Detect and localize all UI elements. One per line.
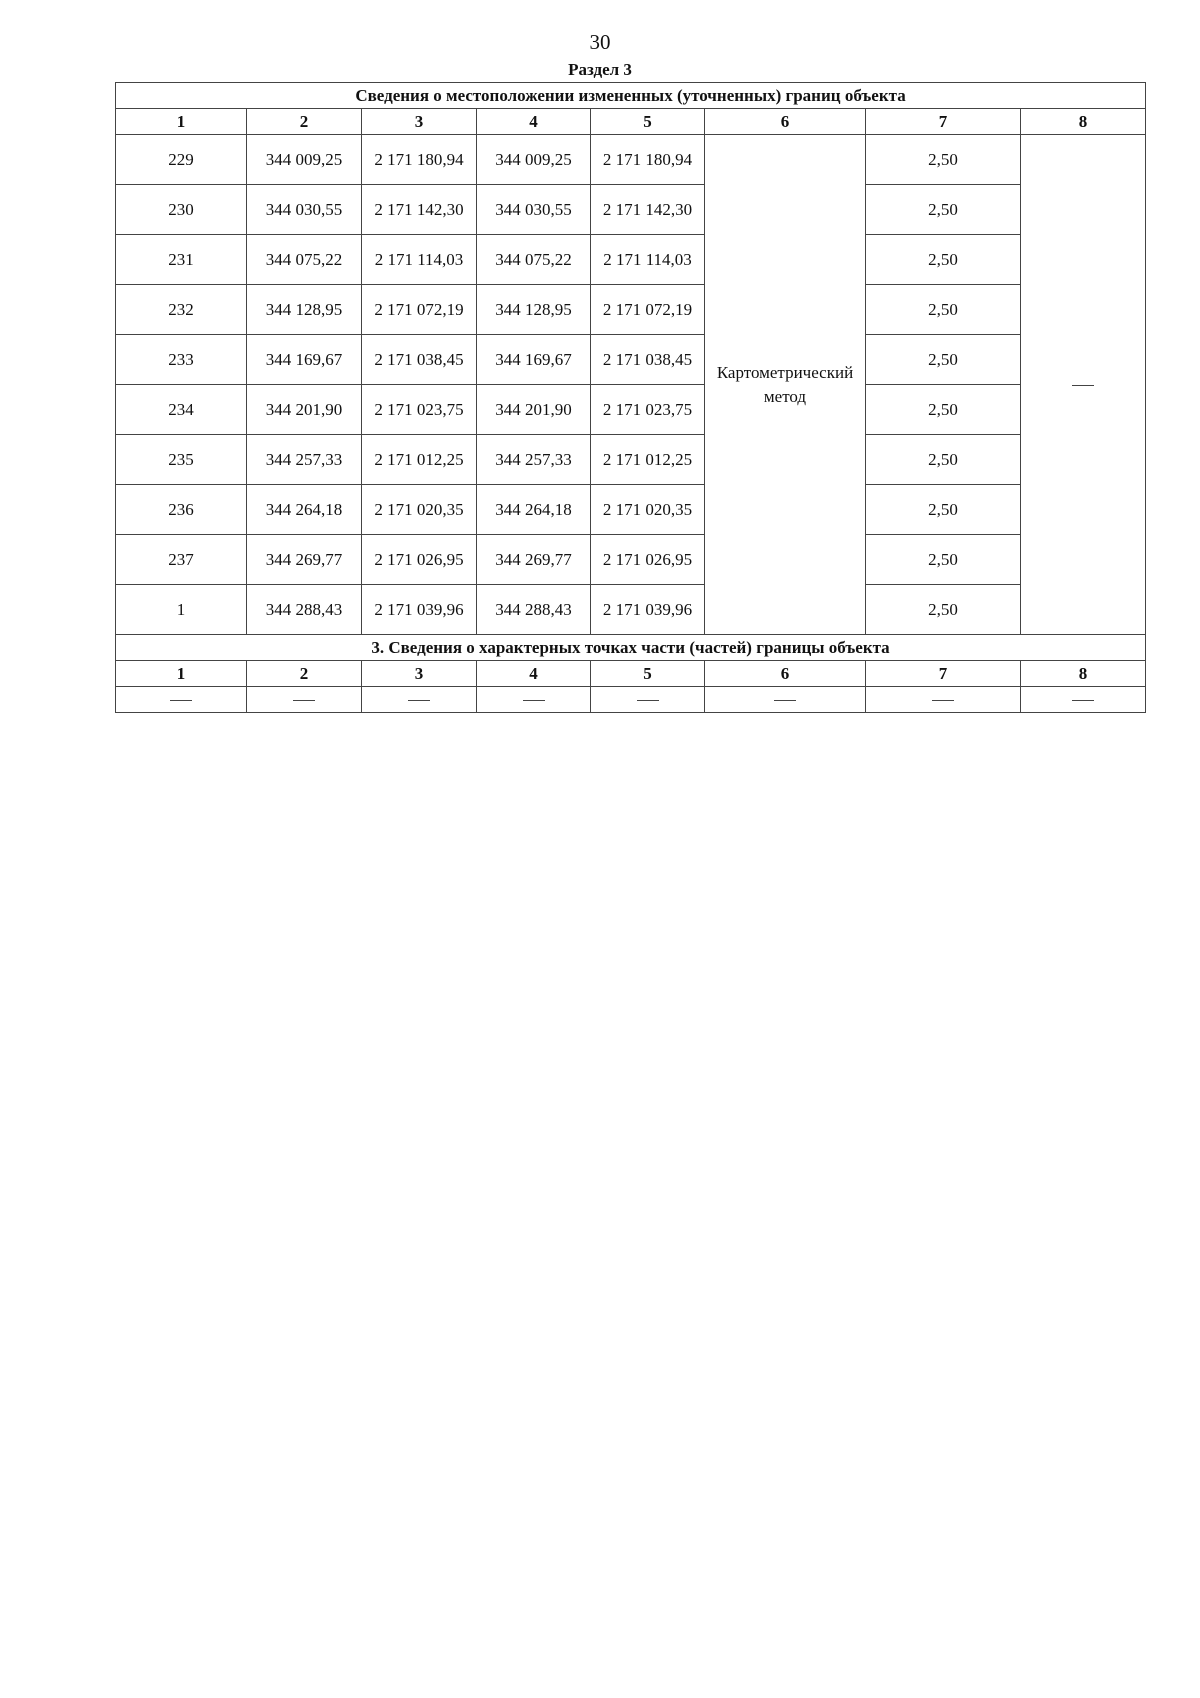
column-number: 5 xyxy=(591,109,705,135)
accuracy: 2,50 xyxy=(866,185,1021,235)
existing-x: 344 288,43 xyxy=(247,585,362,635)
empty-cell xyxy=(362,687,477,713)
dash-mark xyxy=(637,700,659,701)
refined-y: 2 171 142,30 xyxy=(591,185,705,235)
point-number: 233 xyxy=(116,335,247,385)
existing-x: 344 269,77 xyxy=(247,535,362,585)
existing-y: 2 171 114,03 xyxy=(362,235,477,285)
refined-x: 344 257,33 xyxy=(477,435,591,485)
column-number: 7 xyxy=(866,661,1021,687)
table-row xyxy=(116,335,1146,385)
existing-x: 344 264,18 xyxy=(247,485,362,535)
refined-x: 344 288,43 xyxy=(477,585,591,635)
dash-mark xyxy=(932,700,954,701)
column-number: 4 xyxy=(477,109,591,135)
refined-x: 344 269,77 xyxy=(477,535,591,585)
empty-cell xyxy=(247,687,362,713)
empty-cell xyxy=(705,687,866,713)
table-row xyxy=(116,285,1146,335)
refined-x: 344 201,90 xyxy=(477,385,591,435)
column-number: 5 xyxy=(591,661,705,687)
dash-mark xyxy=(408,700,430,701)
existing-y: 2 171 180,94 xyxy=(362,135,477,185)
table-heading: Сведения о местоположении измененных (уточненных) границ объекта xyxy=(116,83,1146,109)
existing-y: 2 171 012,25 xyxy=(362,435,477,485)
column-number: 1 xyxy=(116,109,247,135)
table2-empty-row xyxy=(116,687,1146,713)
column-number: 4 xyxy=(477,661,591,687)
refined-y: 2 171 023,75 xyxy=(591,385,705,435)
table-row xyxy=(116,435,1146,485)
table-row xyxy=(116,135,1146,185)
column-number: 8 xyxy=(1021,661,1146,687)
empty-cell xyxy=(1021,687,1146,713)
accuracy: 2,50 xyxy=(866,335,1021,385)
empty-cell xyxy=(591,687,705,713)
existing-x: 344 030,55 xyxy=(247,185,362,235)
description-cell xyxy=(1021,135,1146,635)
column-number: 6 xyxy=(705,109,866,135)
point-number: 236 xyxy=(116,485,247,535)
dash-mark xyxy=(170,700,192,701)
point-number: 230 xyxy=(116,185,247,235)
refined-y: 2 171 038,45 xyxy=(591,335,705,385)
accuracy: 2,50 xyxy=(866,135,1021,185)
column-number: 2 xyxy=(247,661,362,687)
refined-x: 344 075,22 xyxy=(477,235,591,285)
point-number: 1 xyxy=(116,585,247,635)
column-number: 1 xyxy=(116,661,247,687)
boundary-table xyxy=(115,82,1146,713)
table-row xyxy=(116,585,1146,635)
accuracy: 2,50 xyxy=(866,485,1021,535)
refined-y: 2 171 020,35 xyxy=(591,485,705,535)
existing-y: 2 171 142,30 xyxy=(362,185,477,235)
existing-x: 344 201,90 xyxy=(247,385,362,435)
column-number: 7 xyxy=(866,109,1021,135)
column-number: 6 xyxy=(705,661,866,687)
refined-y: 2 171 072,19 xyxy=(591,285,705,335)
refined-y: 2 171 114,03 xyxy=(591,235,705,285)
empty-cell xyxy=(116,687,247,713)
refined-x: 344 169,67 xyxy=(477,335,591,385)
existing-x: 344 075,22 xyxy=(247,235,362,285)
refined-y: 2 171 180,94 xyxy=(591,135,705,185)
existing-y: 2 171 020,35 xyxy=(362,485,477,535)
table-heading-row xyxy=(116,83,1146,109)
existing-y: 2 171 026,95 xyxy=(362,535,477,585)
point-number: 231 xyxy=(116,235,247,285)
table2-column-number-row xyxy=(116,661,1146,687)
table2-heading: 3. Сведения о характерных точках части (частей) границы объекта xyxy=(116,635,1146,661)
refined-x: 344 128,95 xyxy=(477,285,591,335)
section-title: Раздел 3 xyxy=(568,60,632,79)
existing-y: 2 171 039,96 xyxy=(362,585,477,635)
accuracy: 2,50 xyxy=(866,285,1021,335)
empty-cell xyxy=(866,687,1021,713)
column-number: 3 xyxy=(362,661,477,687)
refined-x: 344 264,18 xyxy=(477,485,591,535)
existing-x: 344 009,25 xyxy=(247,135,362,185)
refined-x: 344 009,25 xyxy=(477,135,591,185)
refined-y: 2 171 039,96 xyxy=(591,585,705,635)
point-number: 232 xyxy=(116,285,247,335)
table-row xyxy=(116,235,1146,285)
table-row xyxy=(116,485,1146,535)
existing-x: 344 257,33 xyxy=(247,435,362,485)
refined-y: 2 171 026,95 xyxy=(591,535,705,585)
table-row xyxy=(116,385,1146,435)
accuracy: 2,50 xyxy=(866,385,1021,435)
refined-x: 344 030,55 xyxy=(477,185,591,235)
dash-mark xyxy=(774,700,796,701)
dash-mark xyxy=(1072,385,1094,386)
existing-y: 2 171 072,19 xyxy=(362,285,477,335)
existing-y: 2 171 023,75 xyxy=(362,385,477,435)
refined-y: 2 171 012,25 xyxy=(591,435,705,485)
point-number: 234 xyxy=(116,385,247,435)
column-number: 2 xyxy=(247,109,362,135)
accuracy: 2,50 xyxy=(866,535,1021,585)
method-cell: Картометрический метод xyxy=(705,135,866,635)
existing-x: 344 169,67 xyxy=(247,335,362,385)
point-number: 229 xyxy=(116,135,247,185)
point-number: 237 xyxy=(116,535,247,585)
table-row xyxy=(116,535,1146,585)
dash-mark xyxy=(523,700,545,701)
dash-mark xyxy=(293,700,315,701)
page-number: 30 xyxy=(589,30,611,54)
empty-cell xyxy=(477,687,591,713)
table2-heading-row xyxy=(116,635,1146,661)
column-number: 8 xyxy=(1021,109,1146,135)
accuracy: 2,50 xyxy=(866,435,1021,485)
dash-mark xyxy=(1072,700,1094,701)
table-row xyxy=(116,185,1146,235)
accuracy: 2,50 xyxy=(866,235,1021,285)
column-number-row xyxy=(116,109,1146,135)
existing-y: 2 171 038,45 xyxy=(362,335,477,385)
point-number: 235 xyxy=(116,435,247,485)
existing-x: 344 128,95 xyxy=(247,285,362,335)
column-number: 3 xyxy=(362,109,477,135)
accuracy: 2,50 xyxy=(866,585,1021,635)
